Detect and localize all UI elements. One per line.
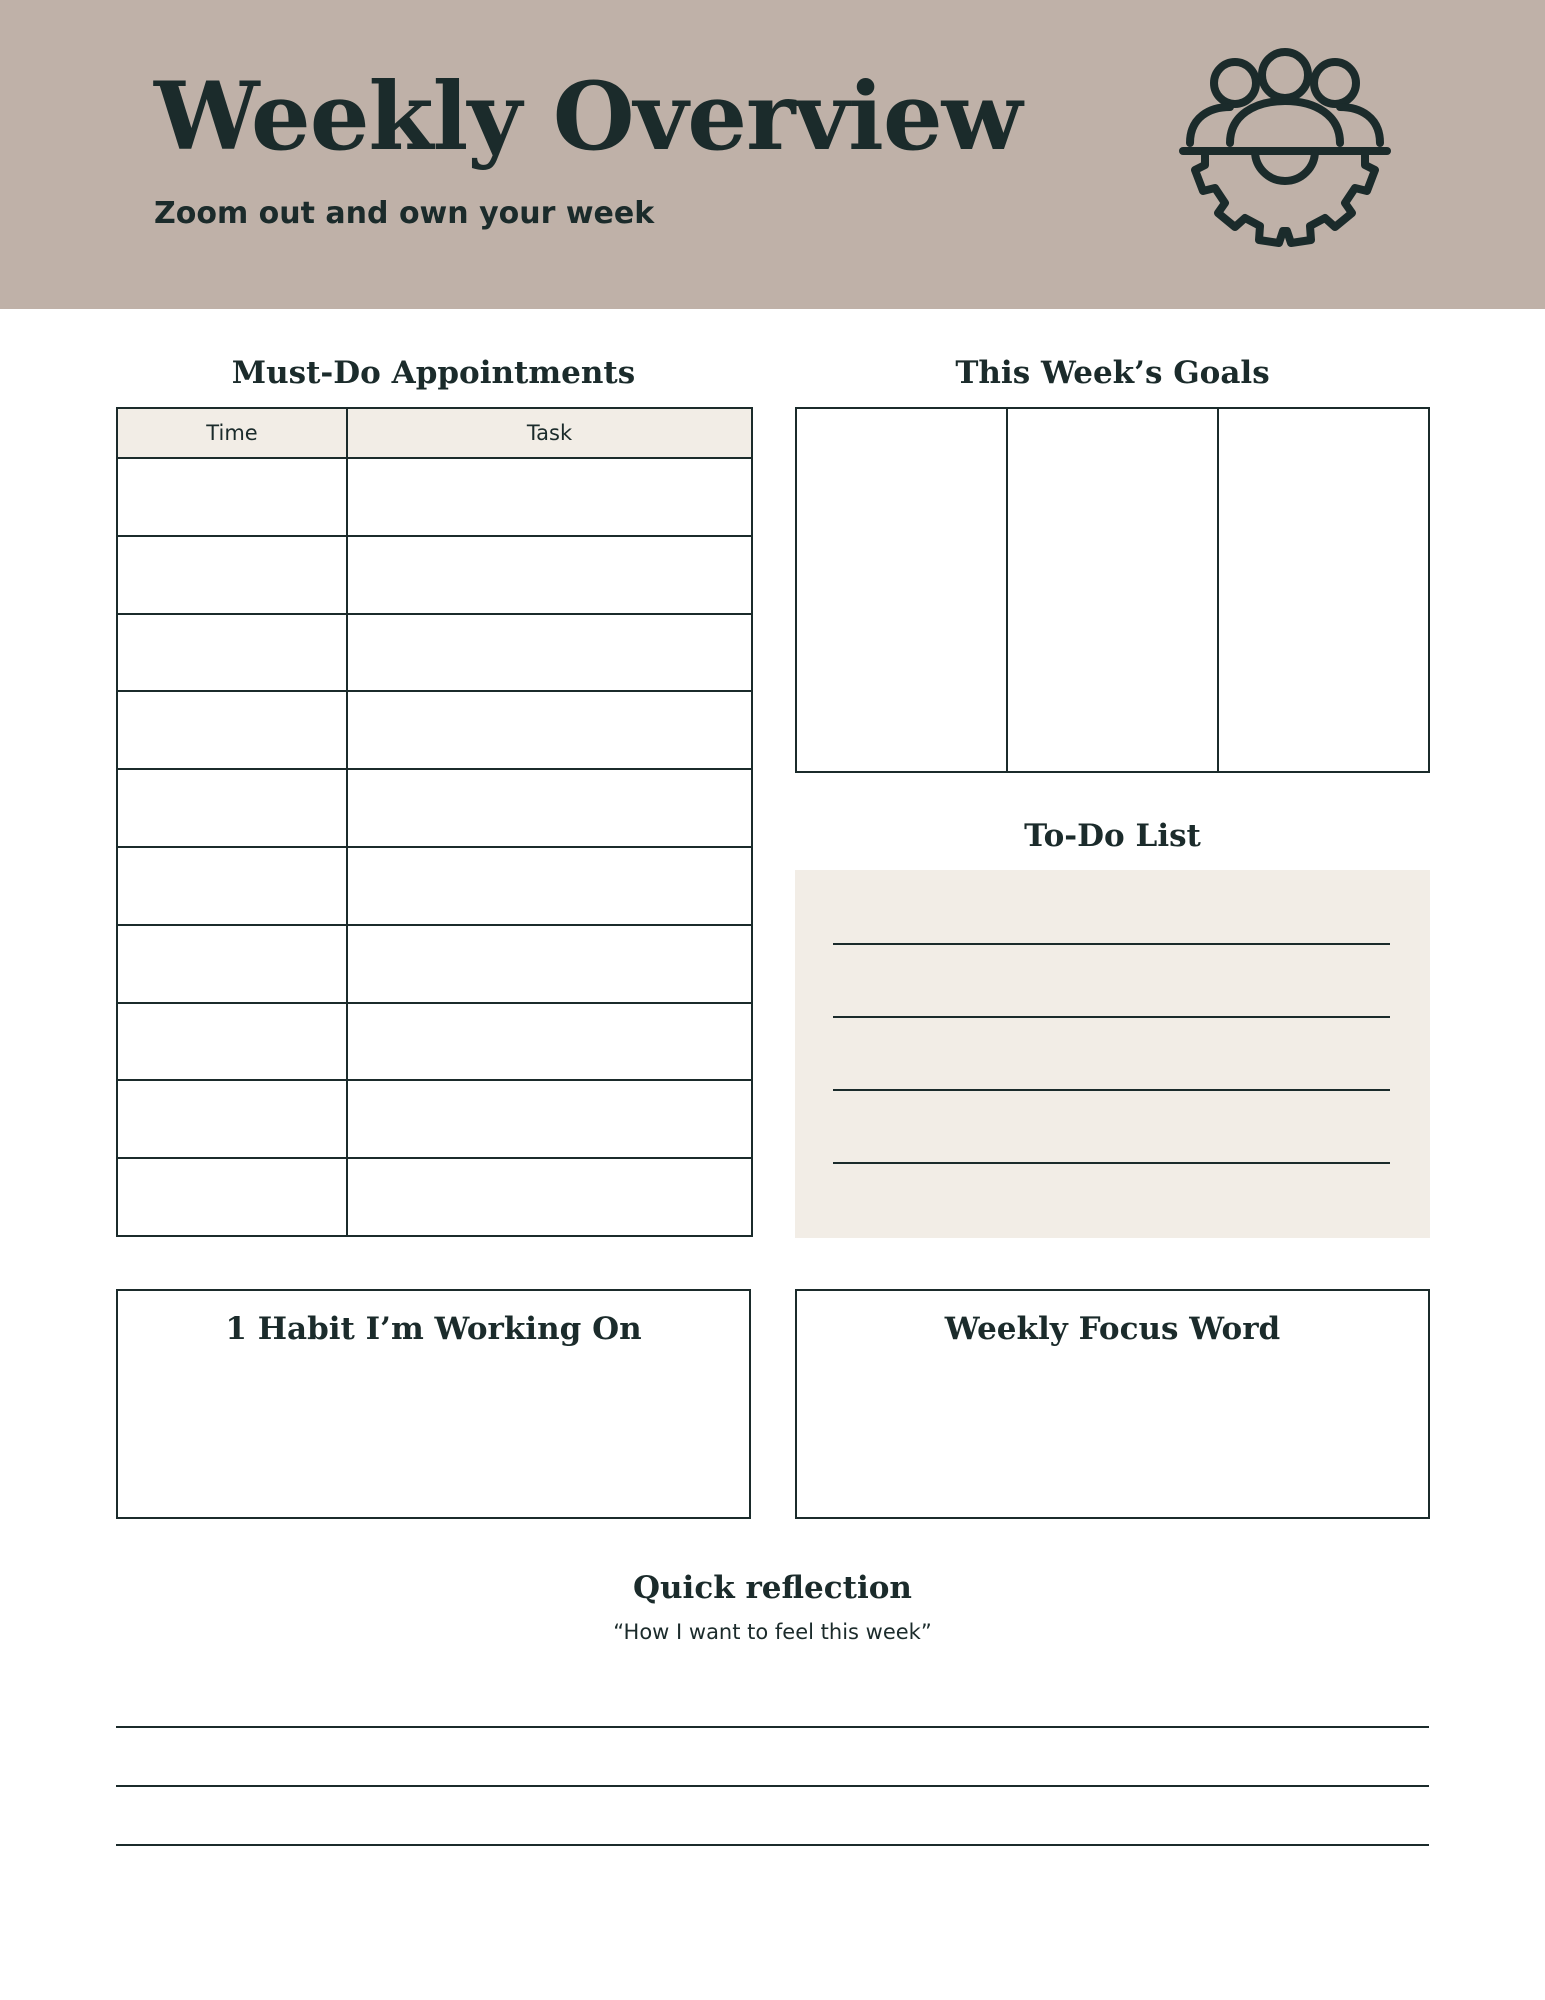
task-cell[interactable] [347, 458, 752, 536]
column-header-time: Time [117, 408, 347, 458]
table-row [117, 769, 752, 847]
task-cell[interactable] [347, 1158, 752, 1236]
goal-column[interactable] [1008, 409, 1219, 771]
time-cell[interactable] [117, 847, 347, 925]
appointments-table [116, 407, 753, 1237]
time-cell[interactable] [117, 769, 347, 847]
table-row [117, 1003, 752, 1081]
habit-box[interactable] [116, 1289, 751, 1519]
table-row [117, 691, 752, 769]
focus-word-title: Weekly Focus Word [944, 1311, 1281, 1347]
task-cell[interactable] [347, 925, 752, 1003]
page-title: Weekly Overview [154, 62, 1022, 172]
time-cell[interactable] [117, 691, 347, 769]
table-row [117, 1158, 752, 1236]
table-row [117, 847, 752, 925]
habit-title: 1 Habit I’m Working On [225, 1311, 642, 1347]
task-cell[interactable] [347, 614, 752, 692]
todo-line[interactable] [833, 943, 1390, 945]
table-header-row [117, 408, 752, 458]
goals-title: This Week’s Goals [955, 355, 1270, 391]
todo-line[interactable] [833, 1162, 1390, 1164]
todo-line[interactable] [833, 1016, 1390, 1018]
time-cell[interactable] [117, 925, 347, 1003]
table-row [117, 458, 752, 536]
goal-column[interactable] [797, 409, 1008, 771]
time-cell[interactable] [117, 1080, 347, 1158]
reflection-line[interactable] [116, 1726, 1429, 1728]
reflection-title: Quick reflection [633, 1570, 912, 1606]
task-cell[interactable] [347, 1080, 752, 1158]
reflection-line[interactable] [116, 1844, 1429, 1846]
column-header-task: Task [347, 408, 752, 458]
todo-title: To-Do List [1024, 818, 1201, 854]
reflection-line[interactable] [116, 1785, 1429, 1787]
appointments-title: Must-Do Appointments [231, 355, 636, 391]
task-cell[interactable] [347, 1003, 752, 1081]
focus-word-box[interactable] [795, 1289, 1430, 1519]
goal-column[interactable] [1219, 409, 1428, 771]
table-row [117, 536, 752, 614]
todo-line[interactable] [833, 1089, 1390, 1091]
time-cell[interactable] [117, 1003, 347, 1081]
todo-box [795, 870, 1430, 1238]
task-cell[interactable] [347, 769, 752, 847]
table-row [117, 925, 752, 1003]
task-cell[interactable] [347, 536, 752, 614]
task-cell[interactable] [347, 847, 752, 925]
page-subtitle: Zoom out and own your week [154, 196, 655, 231]
table-row [117, 1080, 752, 1158]
team-gear-icon [1175, 45, 1395, 265]
header-banner [0, 0, 1545, 309]
time-cell[interactable] [117, 458, 347, 536]
goals-grid [795, 407, 1430, 773]
table-row [117, 614, 752, 692]
time-cell[interactable] [117, 1158, 347, 1236]
time-cell[interactable] [117, 614, 347, 692]
reflection-prompt: “How I want to feel this week” [613, 1620, 932, 1644]
task-cell[interactable] [347, 691, 752, 769]
time-cell[interactable] [117, 536, 347, 614]
